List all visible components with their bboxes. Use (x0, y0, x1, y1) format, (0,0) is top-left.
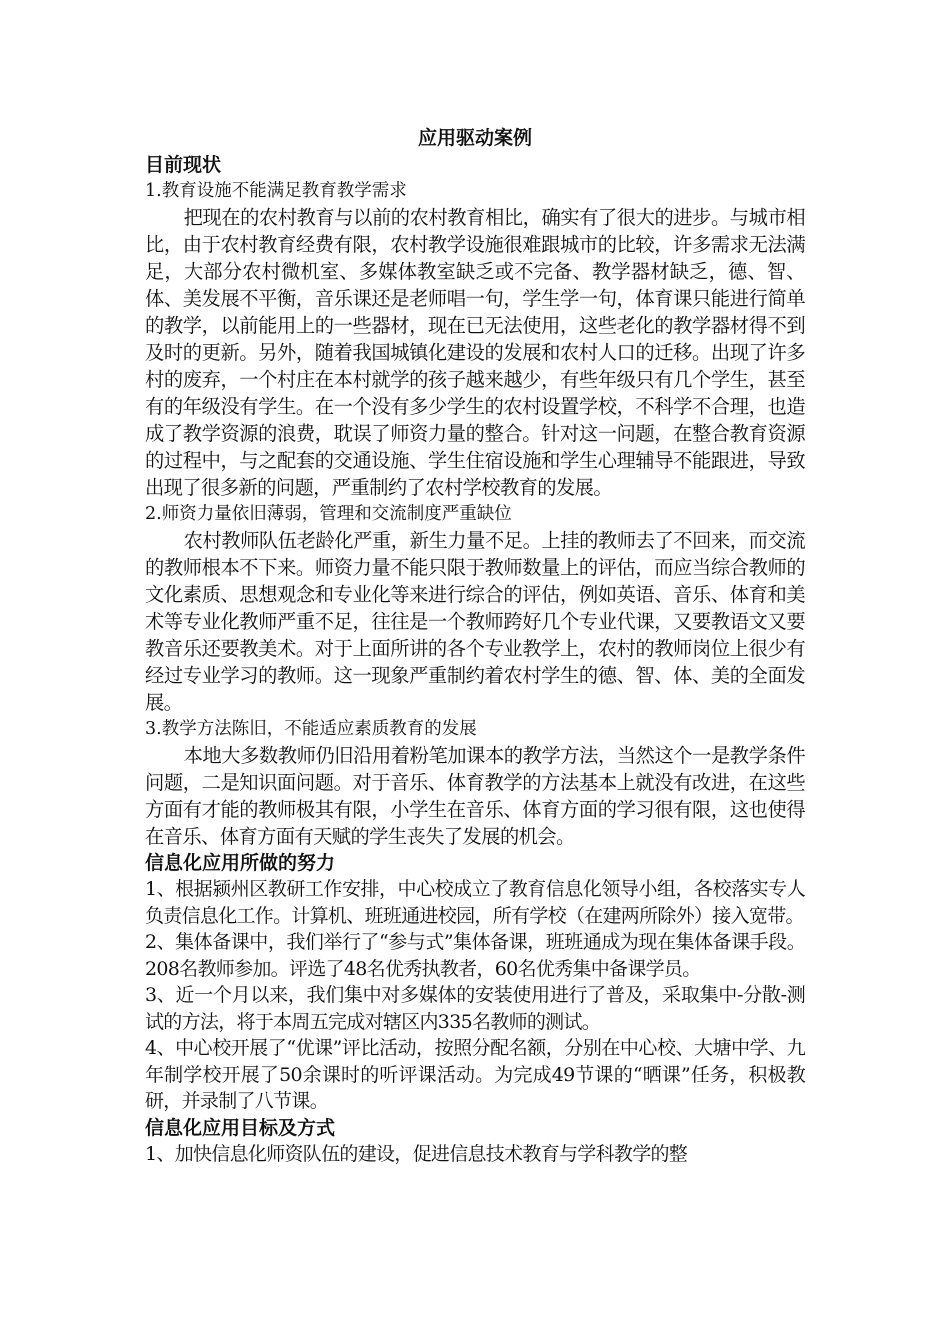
subheading-teachers: 2.师资力量依旧薄弱，管理和交流制度严重缺位 (145, 504, 512, 524)
list-item: 1、根据颍州区教研工作安排，中心校成立了教育信息化领导小组，各校落实专人负责信息化工作。计算机、班班通进校园，所有学校（在建两所除外）接入宽带。 (145, 878, 805, 927)
list-item: 3、近一个月以来，我们集中对多媒体的安装使用进行了普及，采取集中-分散-测试的方法，将于本周五完成对辖区内335名教师的测试。 (145, 984, 805, 1033)
paragraph-facilities: 把现在的农村教育与以前的农村教育相比，确实有了很大的进步。与城市相比，由于农村教育经费有限，农村教学设施很难跟城市的比较，许多需求无法满足，大部分农村微机室、多媒体教室缺乏或不完备、教学器材缺乏，德、智、体、美发展不平衡，音乐课还是老师唱一句，学生学一句，体育课只能进行简单的教学，以前能用上的一些器材，现在已无法使用，这些老化的教学器材得不到及时的更新。另外，随着我国城镇化建设的发展和农村人口的迁移。出现了许多村的废弃，一个村庄在本村就学的孩子越来越少，有些年级只有几个学生，甚至有的年级没有学生。在一个没有多少学生的农村设置学校，不科学不合理，也造成了教学资源的浪费，耽误了师资力量的整合。针对这一问题，在整合教育资源的过程中，与之配套的交通设施、学生住宿设施和学生心理辅导不能跟进，导致出现了很多新的问题，严重制约了农村学校教育的发展。 (145, 206, 805, 499)
subheading-methods: 3.教学方法陈旧，不能适应素质教育的发展 (145, 719, 477, 739)
paragraph-methods: 本地大多数教师仍旧沿用着粉笔加课本的教学方法，当然这个一是教学条件问题，二是知识面问题。对于音乐、体育教学的方法基本上就没有改进，在这些方面有才能的教师极其有限，小学生在音乐、体育方面的学习很有限，这也使得在音乐、体育方面有天赋的学生丧失了发展的机会。 (145, 744, 805, 848)
document-title: 应用驱动案例 (417, 127, 532, 149)
section-heading-efforts: 信息化应用所做的努力 (145, 852, 336, 874)
paragraph-teachers: 农村教师队伍老龄化严重，新生力量不足。上挂的教师去了不回来，而交流的教师根本不下来。师资力量不能只限于教师数量上的评估，而应当综合教师的文化素质、思想观念和专业化等来进行综合的评估，例如英语、音乐、体育和美术等专业化教师严重不足，往往是一个教师跨好几个专业代课，又要教语文又要教音乐还要教美术。对于上面所讲的各个专业教学上，农村的教师岗位上很少有经过专业学习的教师。这一现象严重制约着农村学生的德、智、体、美的全面发展。 (145, 529, 805, 714)
section-heading-goals: 信息化应用目标及方式 (145, 1116, 336, 1139)
document-page (145, 124, 805, 1167)
list-item: 1、加快信息化师资队伍的建设，促进信息技术教育与学科教学的整 (145, 1142, 688, 1165)
list-item: 4、中心校开展了“优课”评比活动，按照分配名额，分别在中心校、大塘中学、九年制学校开展了50余课时的听评课活动。为完成49节课的“晒课”任务，积极教研，并录制了八节课。 (145, 1037, 805, 1112)
section-heading-current-status: 目前现状 (145, 154, 222, 176)
subheading-facilities: 1.教育设施不能满足教育教学需求 (145, 181, 407, 201)
list-item: 2、集体备课中，我们举行了“参与式”集体备课，班班通成为现在集体备课手段。208名教师参加。评选了48名优秀执教者，60名优秀集中备课学员。 (145, 931, 805, 980)
